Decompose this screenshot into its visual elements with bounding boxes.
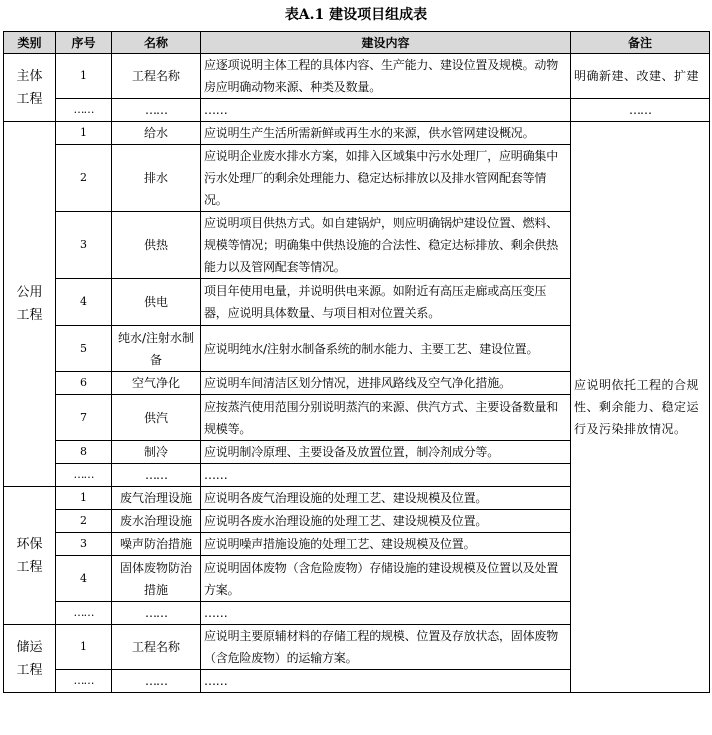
ellipsis-cell: …… xyxy=(201,99,571,122)
row-number: 1 xyxy=(56,122,112,145)
item-content: 应说明各废水治理设施的处理工艺、建设规模及位置。 xyxy=(201,510,571,533)
item-content: 应说明车间清洁区划分情况，进排风路线及空气净化措施。 xyxy=(201,372,571,395)
table-row xyxy=(4,54,710,99)
ellipsis-cell: …… xyxy=(112,602,201,625)
item-name: 废气治理设施 xyxy=(112,487,201,510)
item-content: 应说明生产生活所需新鲜或再生水的来源，供水管网建设概况。 xyxy=(201,122,571,145)
category-cell: 公用 工程 xyxy=(4,122,56,487)
header-content: 建设内容 xyxy=(201,32,571,54)
note-cell: 明确新建、改建、扩建 xyxy=(571,54,710,99)
item-content: 应说明主要原辅材料的存储工程的规模、位置及存放状态，固体废物（含危险废物）的运输方案。 xyxy=(201,625,571,670)
item-name: 排水 xyxy=(112,145,201,212)
ellipsis-cell: …… xyxy=(201,602,571,625)
row-number: 7 xyxy=(56,395,112,441)
row-number: 3 xyxy=(56,533,112,556)
table-title: 表A.1 建设项目组成表 xyxy=(284,7,428,23)
project-composition-table xyxy=(3,31,710,693)
row-number: 3 xyxy=(56,212,112,279)
row-number: 2 xyxy=(56,145,112,212)
header-name: 名称 xyxy=(112,32,201,54)
item-name: 空气净化 xyxy=(112,372,201,395)
header-note: 备注 xyxy=(571,32,710,54)
table-body xyxy=(4,54,710,693)
ellipsis-cell: …… xyxy=(571,99,710,122)
ellipsis-cell: …… xyxy=(56,464,112,487)
header-no: 序号 xyxy=(56,32,112,54)
row-number: 5 xyxy=(56,326,112,372)
item-content: 应说明纯水/注射水制备系统的制水能力、主要工艺、建设位置。 xyxy=(201,326,571,372)
ellipsis-cell: …… xyxy=(56,99,112,122)
item-name: 给水 xyxy=(112,122,201,145)
row-number: 1 xyxy=(56,54,112,99)
item-name: 固体废物防治措施 xyxy=(112,556,201,602)
ellipsis-cell: …… xyxy=(56,602,112,625)
row-number: 1 xyxy=(56,487,112,510)
category-cell: 储运 工程 xyxy=(4,625,56,693)
ellipsis-cell: …… xyxy=(201,464,571,487)
row-number: 1 xyxy=(56,625,112,670)
item-content: 应说明项目供热方式。如自建锅炉，则应明确锅炉建设位置、燃料、规模等情况；明确集中供热设施的合法性、稳定达标排放、剩余供热能力以及管网配套等情况。 xyxy=(201,212,571,279)
item-content: 应按蒸汽使用范围分别说明蒸汽的来源、供汽方式、主要设备数量和规模等。 xyxy=(201,395,571,441)
header-row xyxy=(4,32,710,54)
row-number: 4 xyxy=(56,556,112,602)
note-cell-shared: 应说明依托工程的合规性、剩余能力、稳定运行及污染排放情况。 xyxy=(571,122,710,693)
category-cell: 环保 工程 xyxy=(4,487,56,625)
item-content: 应说明固体废物（含危险废物）存储设施的建设规模及位置以及处置方案。 xyxy=(201,556,571,602)
item-name: 供汽 xyxy=(112,395,201,441)
ellipsis-row xyxy=(4,99,710,122)
row-number: 8 xyxy=(56,441,112,464)
item-name: 废水治理设施 xyxy=(112,510,201,533)
ellipsis-cell: …… xyxy=(112,99,201,122)
item-name: 供热 xyxy=(112,212,201,279)
row-number: 2 xyxy=(56,510,112,533)
item-content: 应说明各废气治理设施的处理工艺、建设规模及位置。 xyxy=(201,487,571,510)
category-cell: 主体 工程 xyxy=(4,54,56,122)
row-number: 4 xyxy=(56,279,112,326)
item-content: 应说明噪声措施设施的处理工艺、建设规模及位置。 xyxy=(201,533,571,556)
item-name: 制冷 xyxy=(112,441,201,464)
item-content: 应说明制冷原理、主要设备及放置位置，制冷剂成分等。 xyxy=(201,441,571,464)
item-name: 噪声防治措施 xyxy=(112,533,201,556)
item-content: 应说明企业废水排水方案，如排入区域集中污水处理厂，应明确集中污水处理厂的剩余处理能力、稳定达标排放以及排水管网配套等情况。 xyxy=(201,145,571,212)
item-name: 供电 xyxy=(112,279,201,326)
item-name: 工程名称 xyxy=(112,54,201,99)
ellipsis-cell: …… xyxy=(56,670,112,693)
header-category: 类别 xyxy=(4,32,56,54)
ellipsis-cell: …… xyxy=(201,670,571,693)
ellipsis-cell: …… xyxy=(112,464,201,487)
item-name: 工程名称 xyxy=(112,625,201,670)
table-row xyxy=(4,122,710,145)
row-number: 6 xyxy=(56,372,112,395)
ellipsis-cell: …… xyxy=(112,670,201,693)
item-name: 纯水/注射水制备 xyxy=(112,326,201,372)
item-content: 项目年使用电量，并说明供电来源。如附近有高压走廊或高压变压器，应说明具体数量、与项目相对位置关系。 xyxy=(201,279,571,326)
item-content: 应逐项说明主体工程的具体内容、生产能力、建设位置及规模。动物房应明确动物来源、种类及数量。 xyxy=(201,54,571,99)
